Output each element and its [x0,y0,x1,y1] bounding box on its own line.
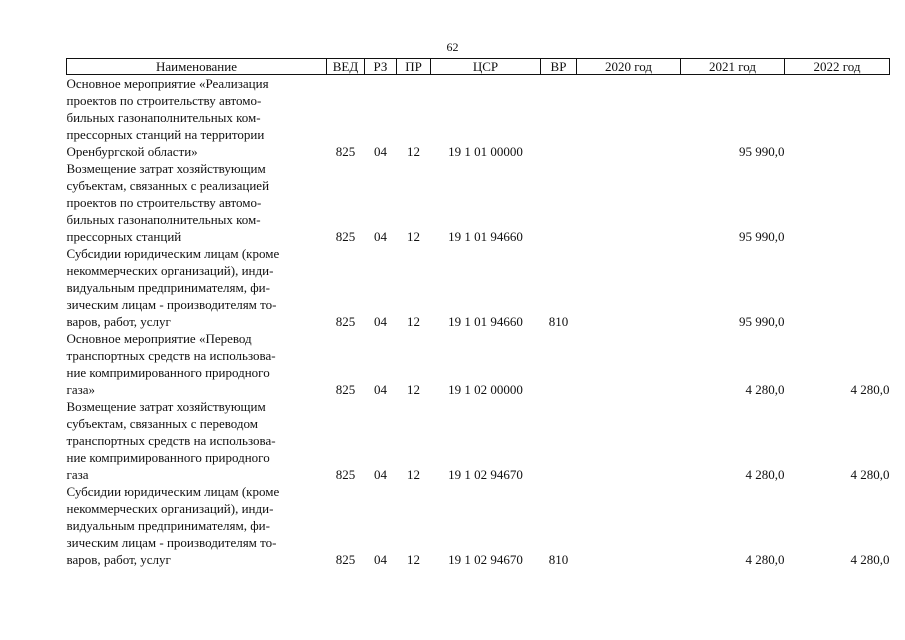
cell-2022: 4 280,0 [850,467,890,482]
cell-name [67,245,327,330]
cell-vr: 810 [548,314,569,329]
cell-pr: 12 [407,382,420,397]
cell-csr: 19 1 01 00000 [448,144,523,159]
cell-2020 [577,483,681,568]
cell-2022 [785,160,890,245]
name-line: ние компримированного природного [66,450,270,465]
name-line: транспортных средств на использова- [66,433,276,448]
cell-pr: 12 [407,314,420,329]
cell-rz: 04 [374,229,387,244]
name-line: проектов по строительству автомо- [66,93,262,108]
header-2020: 2020 год [577,59,681,75]
name-line: Оренбургской области» [66,144,198,159]
page-number: 62 [446,40,459,54]
name-line: зическим лицам - производителям то- [66,297,277,312]
cell-2022: 4 280,0 [850,382,890,397]
cell-ved: 825 [335,467,356,482]
cell-ved: 825 [335,382,356,397]
name-line: ние компримированного природного [66,365,270,380]
cell-pr: 12 [407,552,420,567]
name-line: варов, работ, услуг [66,314,171,329]
cell-pr: 12 [407,144,420,159]
header-vr: ВР [541,59,577,75]
table-row [67,330,890,398]
cell-2022 [785,75,890,161]
table-header-row [67,59,890,75]
name-line: Основное мероприятие «Реализация [66,76,269,91]
cell-name [67,75,327,161]
cell-rz: 04 [374,467,387,482]
name-line: видуальным предпринимателям, фи- [66,280,270,295]
name-line: газа [66,467,89,482]
cell-2021: 4 280,0 [745,467,785,482]
cell-pr: 12 [407,467,420,482]
name-line: бильных газонаполнительных ком- [66,212,261,227]
cell-csr: 19 1 02 94670 [448,467,523,482]
name-line: Субсидии юридическим лицам (кроме [66,246,280,261]
table-row [67,483,890,568]
name-line: газа» [66,382,96,397]
name-line: прессорных станций на территории [66,127,265,142]
cell-2022 [785,245,890,330]
cell-name [67,483,327,568]
name-line: некоммерческих организаций), инди- [66,501,274,516]
name-line: Возмещение затрат хозяйствующим [66,161,266,176]
cell-csr: 19 1 01 94660 [448,314,523,329]
name-line: Возмещение затрат хозяйствующим [66,399,266,414]
cell-ved: 825 [335,552,356,567]
header-2021: 2021 год [681,59,785,75]
cell-pr: 12 [407,229,420,244]
name-line: субъектам, связанных с реализацией [66,178,270,193]
cell-vr [541,160,577,245]
cell-csr: 19 1 02 94670 [448,552,523,567]
name-line: варов, работ, услуг [66,552,171,567]
name-line: некоммерческих организаций), инди- [66,263,274,278]
name-line: Основное мероприятие «Перевод [66,331,252,346]
cell-rz: 04 [374,552,387,567]
header-name: Наименование [67,59,327,75]
cell-name [67,330,327,398]
header-csr: ЦСР [431,59,541,75]
table-row [67,245,890,330]
cell-name [67,398,327,483]
header-rz: РЗ [365,59,397,75]
header-pr: ПР [397,59,431,75]
name-line: прессорных станций [66,229,182,244]
budget-table [66,58,890,568]
cell-2022: 4 280,0 [850,552,890,567]
header-ved: ВЕД [327,59,365,75]
cell-rz: 04 [374,144,387,159]
name-line: проектов по строительству автомо- [66,195,262,210]
cell-rz: 04 [374,382,387,397]
name-line: зическим лицам - производителям то- [66,535,277,550]
name-line: транспортных средств на использова- [66,348,276,363]
table-body [67,75,890,569]
cell-2020 [577,245,681,330]
cell-2021: 4 280,0 [745,382,785,397]
cell-vr [541,75,577,161]
cell-2021: 95 990,0 [739,229,785,244]
table-row [67,398,890,483]
cell-2020 [577,160,681,245]
cell-rz: 04 [374,314,387,329]
cell-2020 [577,330,681,398]
cell-ved: 825 [335,144,356,159]
name-line: субъектам, связанных с переводом [66,416,258,431]
cell-2021: 95 990,0 [739,144,785,159]
cell-2020 [577,75,681,161]
cell-name [67,160,327,245]
cell-ved: 825 [335,314,356,329]
cell-vr: 810 [548,552,569,567]
name-line: видуальным предпринимателям, фи- [66,518,270,533]
cell-vr [541,330,577,398]
table-row [67,160,890,245]
name-line: бильных газонаполнительных ком- [66,110,261,125]
cell-ved: 825 [335,229,356,244]
cell-2020 [577,398,681,483]
cell-2021: 95 990,0 [739,314,785,329]
cell-2021: 4 280,0 [745,552,785,567]
table-row [67,75,890,161]
cell-csr: 19 1 02 00000 [448,382,523,397]
cell-csr: 19 1 01 94660 [448,229,523,244]
name-line: Субсидии юридическим лицам (кроме [66,484,280,499]
header-2022: 2022 год [785,59,890,75]
cell-vr [541,398,577,483]
